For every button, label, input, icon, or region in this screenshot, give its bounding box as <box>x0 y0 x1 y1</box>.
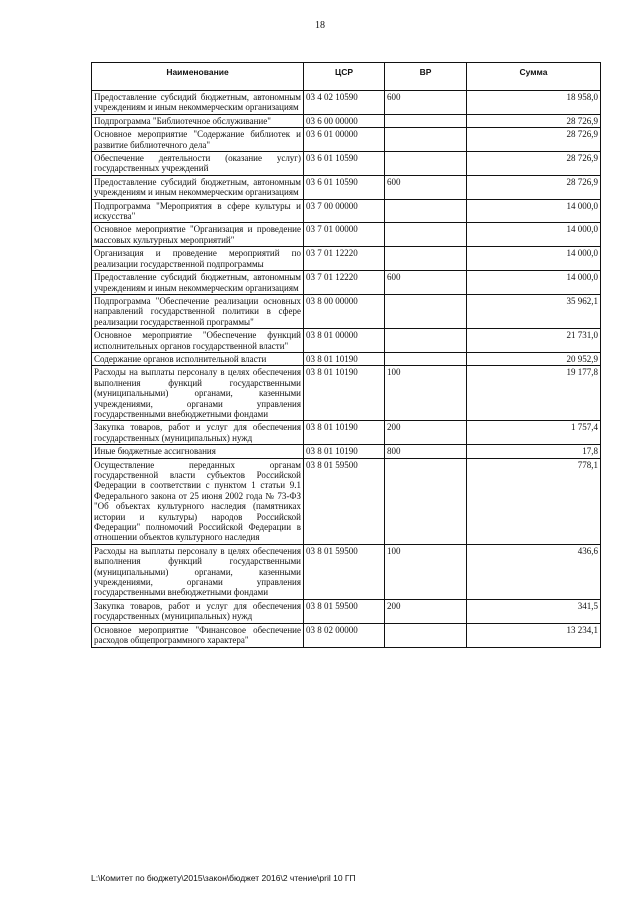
row-sum-cell: 436,6 <box>467 544 601 599</box>
row-name-cell: Подпрограмма "Мероприятия в сфере культуры и искусства" <box>92 199 304 223</box>
budget-table <box>91 62 601 648</box>
row-name-cell: Содержание органов исполнительной власти <box>92 352 304 365</box>
row-vr-cell: 600 <box>385 91 467 115</box>
header-csr: ЦСР <box>304 63 385 91</box>
row-csr-cell: 03 8 02 00000 <box>304 623 385 647</box>
header-vr: ВР <box>385 63 467 91</box>
row-sum-cell: 778,1 <box>467 458 601 544</box>
row-sum-cell: 28 726,9 <box>467 152 601 176</box>
row-name-cell: Предоставление субсидий бюджетным, автономным учреждениям и иным некоммерческим организациям <box>92 91 304 115</box>
row-name-cell: Основное мероприятие "Обеспечение функций исполнительных органов государственной власти" <box>92 329 304 353</box>
row-csr-cell: 03 6 01 00000 <box>304 128 385 152</box>
table-row <box>92 114 601 127</box>
row-name-cell: Предоставление субсидий бюджетным, автономным учреждениям и иным некоммерческим организациям <box>92 271 304 295</box>
row-csr-cell: 03 6 01 10590 <box>304 152 385 176</box>
table-row <box>92 152 601 176</box>
row-sum-cell: 13 234,1 <box>467 623 601 647</box>
row-vr-cell <box>385 294 467 328</box>
row-sum-cell: 14 000,0 <box>467 199 601 223</box>
table-row <box>92 329 601 353</box>
table-row <box>92 623 601 647</box>
row-sum-cell: 20 952,9 <box>467 352 601 365</box>
row-vr-cell: 600 <box>385 271 467 295</box>
table-row <box>92 199 601 223</box>
row-sum-cell: 14 000,0 <box>467 223 601 247</box>
row-csr-cell: 03 6 00 00000 <box>304 114 385 127</box>
row-vr-cell: 100 <box>385 544 467 599</box>
header-sum: Сумма <box>467 63 601 91</box>
row-csr-cell: 03 8 01 59500 <box>304 599 385 623</box>
row-sum-cell: 14 000,0 <box>467 247 601 271</box>
header-name: Наименование <box>92 63 304 91</box>
table-row <box>92 294 601 328</box>
row-vr-cell: 200 <box>385 421 467 445</box>
row-csr-cell: 03 7 01 12220 <box>304 271 385 295</box>
row-sum-cell: 21 731,0 <box>467 329 601 353</box>
row-csr-cell: 03 8 01 10190 <box>304 445 385 458</box>
row-name-cell: Иные бюджетные ассигнования <box>92 445 304 458</box>
table-row <box>92 421 601 445</box>
table-row <box>92 223 601 247</box>
row-name-cell: Закупка товаров, работ и услуг для обеспечения государственных (муниципальных) нужд <box>92 421 304 445</box>
row-vr-cell <box>385 199 467 223</box>
row-vr-cell <box>385 458 467 544</box>
row-vr-cell <box>385 223 467 247</box>
table-row <box>92 352 601 365</box>
row-sum-cell: 35 962,1 <box>467 294 601 328</box>
row-csr-cell: 03 7 01 00000 <box>304 223 385 247</box>
row-csr-cell: 03 8 01 10190 <box>304 366 385 421</box>
row-csr-cell: 03 7 01 12220 <box>304 247 385 271</box>
table-row <box>92 271 601 295</box>
page-number: 18 <box>315 20 325 31</box>
row-vr-cell <box>385 128 467 152</box>
row-csr-cell: 03 8 01 10190 <box>304 421 385 445</box>
row-vr-cell: 100 <box>385 366 467 421</box>
row-csr-cell: 03 6 01 10590 <box>304 175 385 199</box>
table-row <box>92 91 601 115</box>
table-row <box>92 445 601 458</box>
row-sum-cell: 28 726,9 <box>467 128 601 152</box>
row-sum-cell: 19 177,8 <box>467 366 601 421</box>
row-name-cell: Закупка товаров, работ и услуг для обеспечения государственных (муниципальных) нужд <box>92 599 304 623</box>
row-vr-cell <box>385 114 467 127</box>
row-name-cell: Подпрограмма "Библиотечное обслуживание" <box>92 114 304 127</box>
row-vr-cell <box>385 623 467 647</box>
row-sum-cell: 18 958,0 <box>467 91 601 115</box>
row-name-cell: Организация и проведение мероприятий по реализации государственной подпрограммы <box>92 247 304 271</box>
table-header-row <box>92 63 601 91</box>
row-vr-cell: 200 <box>385 599 467 623</box>
row-vr-cell <box>385 247 467 271</box>
row-csr-cell: 03 7 00 00000 <box>304 199 385 223</box>
table-row <box>92 247 601 271</box>
row-vr-cell <box>385 352 467 365</box>
row-name-cell: Основное мероприятие "Финансовое обеспечение расходов общепрограммного характера" <box>92 623 304 647</box>
row-name-cell: Основное мероприятие "Организация и проведение массовых культурных мероприятий" <box>92 223 304 247</box>
table-row <box>92 544 601 599</box>
row-vr-cell: 600 <box>385 175 467 199</box>
row-vr-cell <box>385 152 467 176</box>
row-name-cell: Обеспечение деятельности (оказание услуг) государственных учреждений <box>92 152 304 176</box>
table-row <box>92 128 601 152</box>
table-row <box>92 175 601 199</box>
row-name-cell: Подпрограмма "Обеспечение реализации основных направлений государственной политики в сфере реализации государственной программы" <box>92 294 304 328</box>
row-sum-cell: 14 000,0 <box>467 271 601 295</box>
row-sum-cell: 17,8 <box>467 445 601 458</box>
row-sum-cell: 28 726,9 <box>467 114 601 127</box>
row-name-cell: Предоставление субсидий бюджетным, автономным учреждениям и иным некоммерческим организациям <box>92 175 304 199</box>
row-name-cell: Расходы на выплаты персоналу в целях обеспечения выполнения функций государственными (муниципальными) органами, казенными учреждениями, органами управления государственными внебюджетными фондами <box>92 544 304 599</box>
row-name-cell: Основное мероприятие "Содержание библиотек и развитие библиотечного дела" <box>92 128 304 152</box>
row-csr-cell: 03 8 01 59500 <box>304 544 385 599</box>
row-csr-cell: 03 8 01 10190 <box>304 352 385 365</box>
row-csr-cell: 03 8 01 59500 <box>304 458 385 544</box>
row-name-cell: Расходы на выплаты персоналу в целях обеспечения выполнения функций государственными (муниципальными) органами, казенными учреждениями, органами управления государственными внебюджетными фондами <box>92 366 304 421</box>
table-body <box>92 91 601 648</box>
row-sum-cell: 341,5 <box>467 599 601 623</box>
row-name-cell: Осуществление переданных органам государственной власти субъектов Российской Федерации в соответствии с пунктом 1 статьи 9.1 Федерального закона от 25 июня 2002 года № 73-ФЗ "Об объектах культурного наследия (памятниках истории и культуры) народов Российской Федерации" полномочий Российской Федерации в отношении объектов культурного наследия <box>92 458 304 544</box>
row-csr-cell: 03 4 02 10590 <box>304 91 385 115</box>
row-csr-cell: 03 8 01 00000 <box>304 329 385 353</box>
table-row <box>92 599 601 623</box>
row-vr-cell: 800 <box>385 445 467 458</box>
file-path-footer: L:\Комитет по бюджету\2015\закон\бюджет 2016\2 чтение\pril 10 ГП <box>91 873 356 883</box>
row-csr-cell: 03 8 00 00000 <box>304 294 385 328</box>
row-sum-cell: 1 757,4 <box>467 421 601 445</box>
table-row <box>92 366 601 421</box>
row-sum-cell: 28 726,9 <box>467 175 601 199</box>
table-row <box>92 458 601 544</box>
row-vr-cell <box>385 329 467 353</box>
